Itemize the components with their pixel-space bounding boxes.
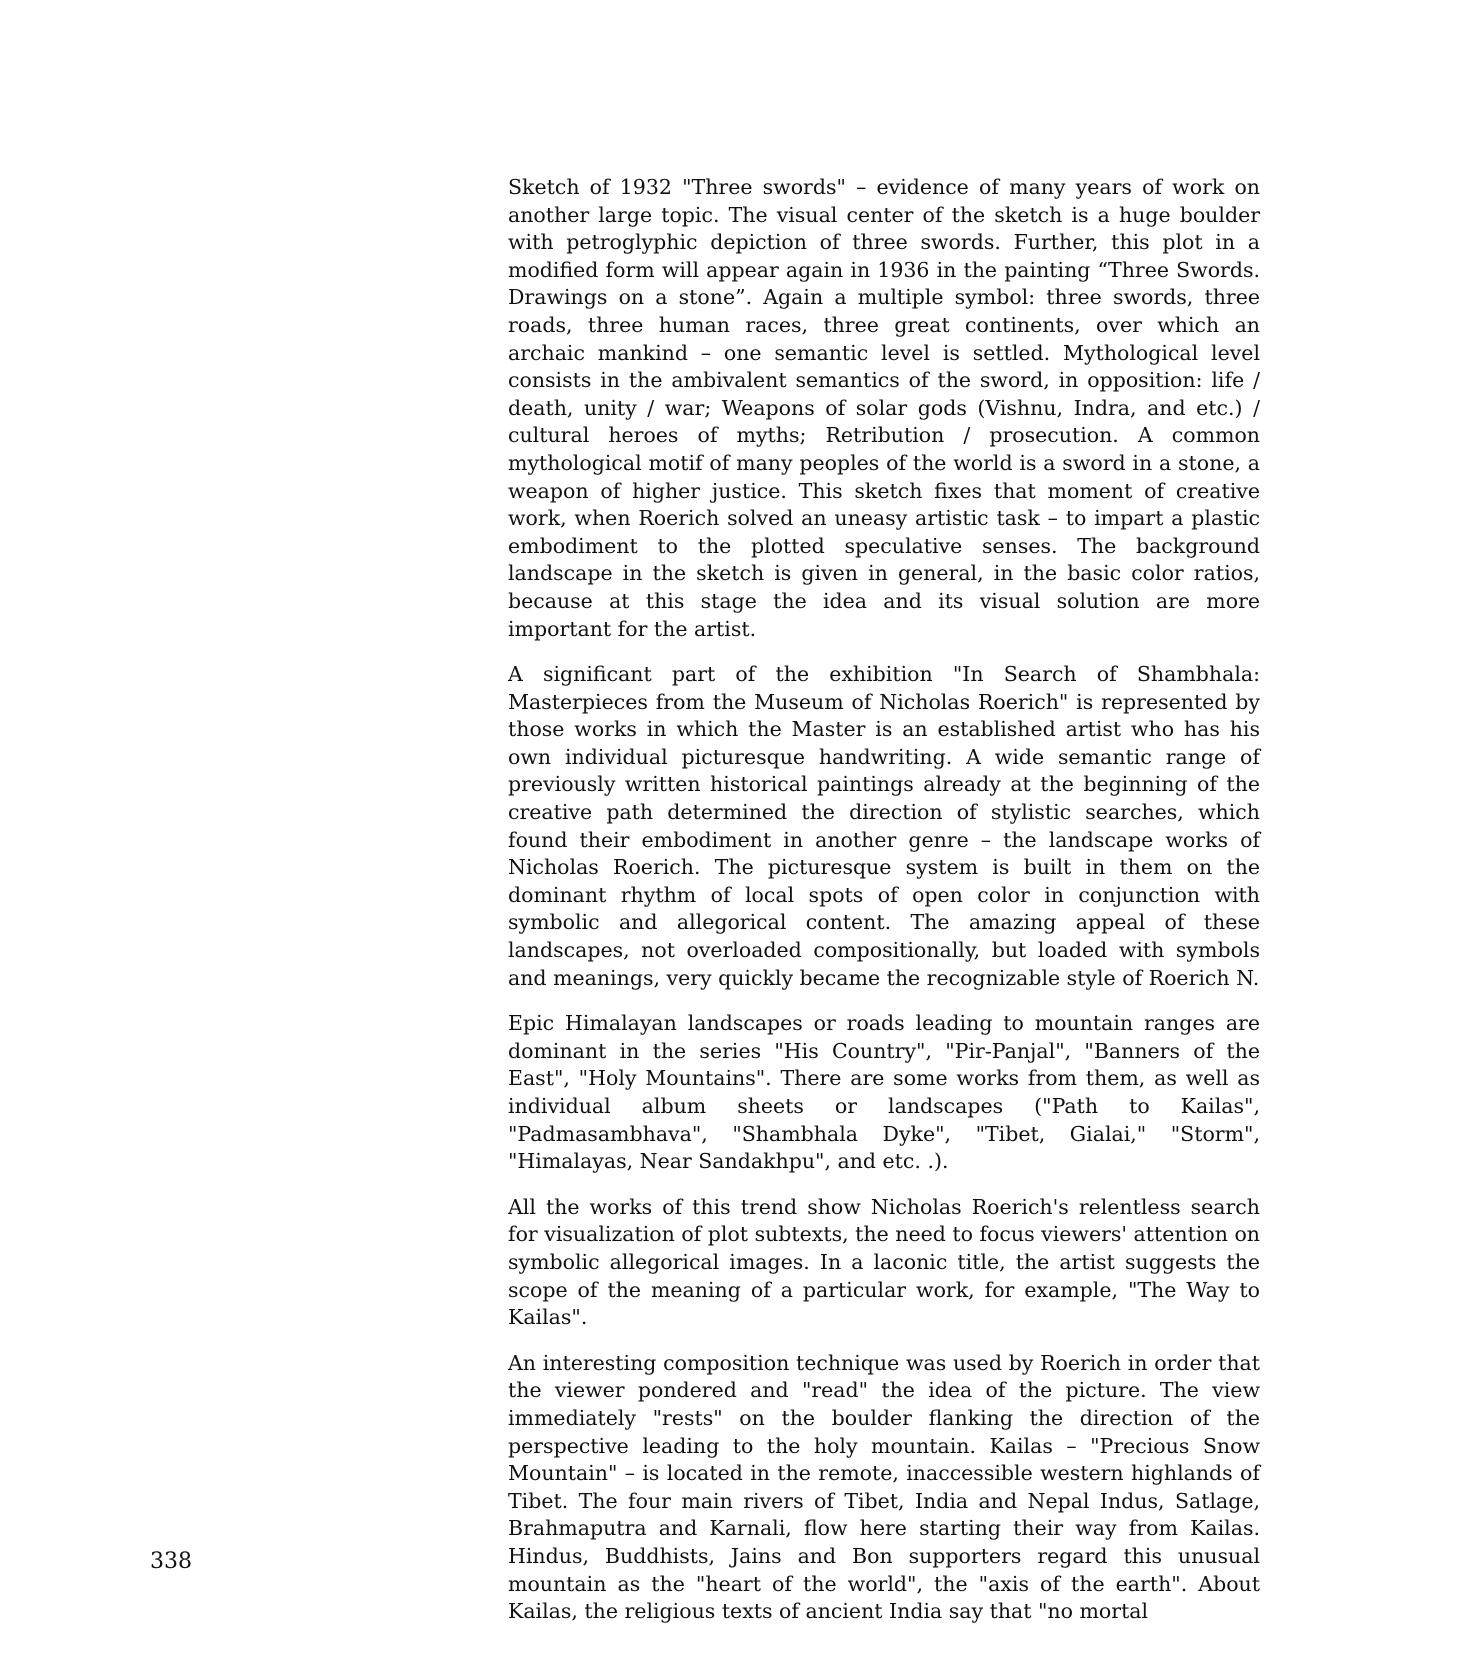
body-text-column: [508, 174, 1260, 1626]
paragraph-visualization: All the works of this trend show Nicholas Roerich's relentless search for visualization of plot subtexts, the need to focus viewers' attention on symbolic allegorical images. In a laconic title, the artist suggests the scope of the meaning of a particular work, for example, "The Way to Kailas".: [508, 1194, 1260, 1330]
paragraph-exhibition: A significant part of the exhibition "In Search of Shambhala: Masterpieces from the Museum of Nicholas Roerich" is represented by those works in which the Master is an established artist who has his own individual picturesque handwriting. A wide semantic range of previously written historical paintings already at the beginning of the creative path determined the direction of stylistic searches, which found their embodiment in another genre – the landscape works of Nicholas Roerich. The picturesque system is built in them on the dominant rhythm of local spots of open color in conjunction with symbolic and allegorical content. The amazing appeal of these landscapes, not overloaded compositionally, but loaded with symbols and meanings, very quickly became the recognizable style of Roerich N.: [508, 662, 1260, 990]
paragraph-three-swords: Sketch of 1932 "Three swords" – evidence of many years of work on another large topic. The visual center of the sketch is a huge boulder with petroglyphic depiction of three swords. Further, this plot in a modified form will appear again in 1936 in the painting “Three Swords. Drawings on a stone”. Again a multiple symbol: three swords, three roads, three human races, three great continents, over which an archaic mankind – one semantic level is settled. Mythological level consists in the ambivalent semantics of the sword, in opposition: life / death, unity / war; Weapons of solar gods (Vishnu, Indra, and etc.) / cultural heroes of myths; Retribution / prosecution. A common mythological motif of many peoples of the world is a sword in a stone, a weapon of higher justice. This sketch fixes that moment of creative work, when Roerich solved an uneasy artistic task – to impart a plastic embodiment to the plotted speculative senses. The background landscape in the sketch is given in general, in the basic color ratios, because at this stage the idea and its visual solution are more important for the artist.: [508, 175, 1260, 641]
page-number: 338: [150, 1549, 192, 1574]
paragraph-kailas-composition: An interesting composition technique was used by Roerich in order that the viewer pondered and "read" the idea of the picture. The view immediately "rests" on the boulder flanking the direction of the perspective leading to the holy mountain. Kailas – "Precious Snow Mountain" – is located in the remote, inaccessible western highlands of Tibet. The four main rivers of Tibet, India and Nepal Indus, Satlage, Brahmaputra and Karnali, flow here starting their way from Kailas. Hindus, Buddhists, Jains and Bon supporters regard this unusual mountain as the "heart of the world", the "axis of the earth". About Kailas, the religious texts of ancient India say that "no mortal: [508, 1350, 1260, 1624]
paragraph-himalayan-landscapes: Epic Himalayan landscapes or roads leading to mountain ranges are dominant in the series "His Country", "Pir-Panjal", "Banners of the East", "Holy Mountains". There are some works from them, as well as individual album sheets or landscapes ("Path to Kailas", "Padmasambhava", "Shambhala Dyke", "Tibet, Gialai," "Storm", "Himalayas, Near Sandakhpu", and etc. .).: [508, 1011, 1260, 1174]
